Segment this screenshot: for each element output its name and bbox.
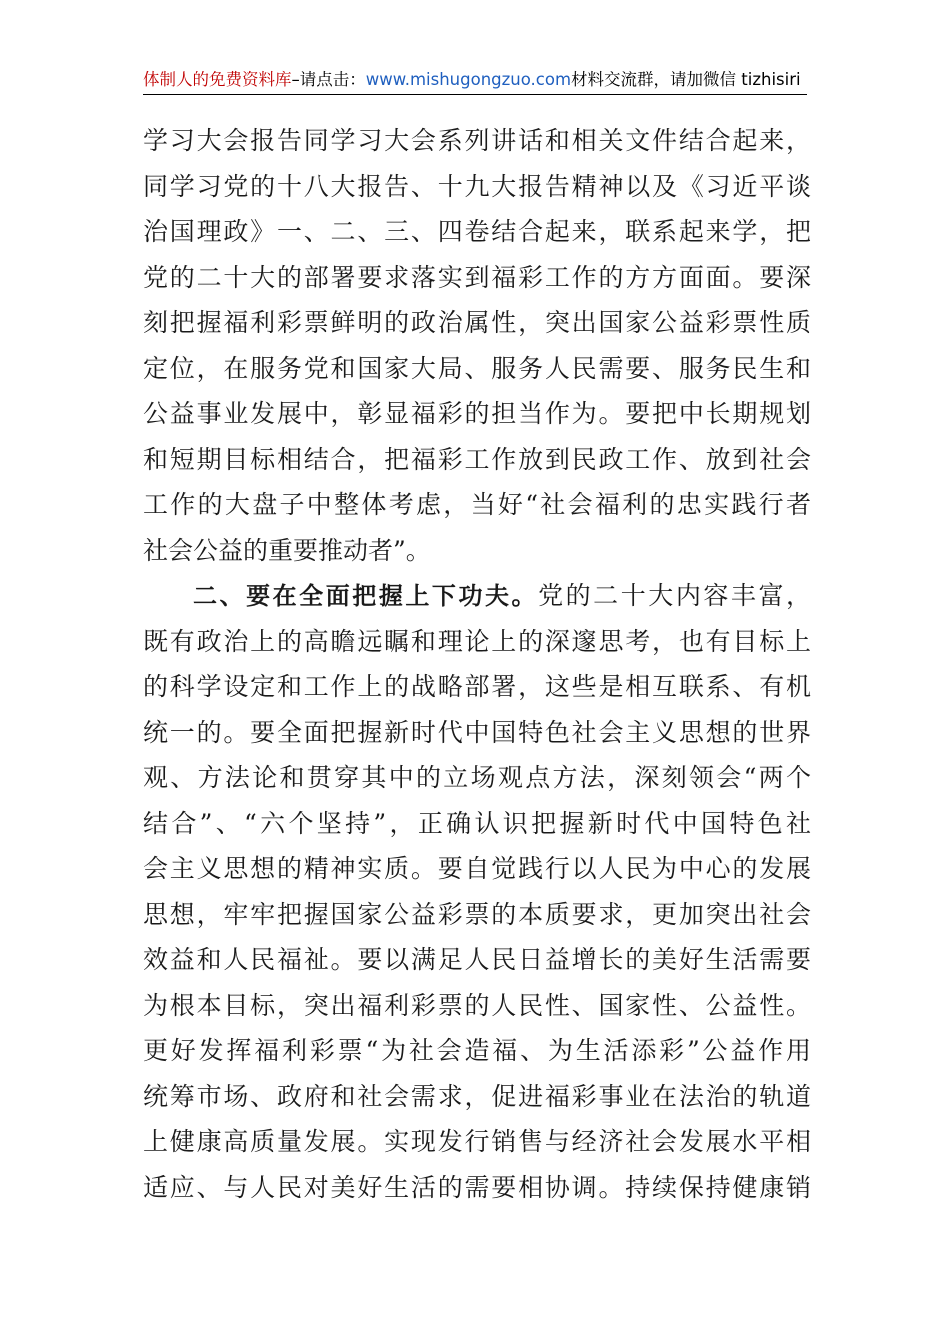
header-suffix: 材料交流群，请加微信 tizhisiri: [571, 70, 801, 89]
header-url-link[interactable]: www.mishugongzuo.com: [365, 70, 572, 89]
header-divider: [143, 94, 807, 95]
text-line: 党的二十大的部署要求落实到福彩工作的方方面面。要深: [143, 262, 811, 292]
text-line: 更好发挥福利彩票“为社会造福、为生活添彩”公益作用: [143, 1036, 811, 1065]
text-line: 统筹市场、政府和社会需求，促进福彩事业在法治的轨道: [143, 1081, 811, 1111]
text-line: 学习大会报告同学习大会系列讲话和相关文件结合起来，: [143, 126, 811, 155]
header-brand: 体制人的免费资料库: [143, 70, 292, 89]
text-line: 结合”、“六个坚持”，正确认识把握新时代中国特色社: [143, 808, 811, 838]
text-line: 公益事业发展中，彰显福彩的担当作为。要把中长期规划: [143, 399, 811, 428]
text-line: 思想，牢牢把握国家公益彩票的本质要求，更加突出社会: [143, 899, 811, 929]
paragraph-2: [143, 573, 811, 1210]
text-run: 党的二十大内容丰富，: [538, 581, 811, 610]
paragraph-1: [143, 118, 811, 573]
text-line: 的科学设定和工作上的战略部署，这些是相互联系、有机: [143, 672, 811, 701]
text-line: 社会公益的重要推动者”。: [143, 535, 431, 565]
text-line: 同学习党的十八大报告、十九大报告精神以及《习近平谈: [143, 171, 811, 201]
section-heading: 二、要在全面把握上下功夫。: [193, 582, 539, 610]
text-line: 既有政治上的高瞻远瞩和理论上的深邃思考，也有目标上: [143, 626, 811, 656]
paragraph-2-first-line: [143, 573, 811, 619]
document-body: [143, 118, 811, 1210]
text-line: 定位，在服务党和国家大局、服务人民需要、服务民生和: [143, 353, 811, 383]
text-line: 和短期目标相结合，把福彩工作放到民政工作、放到社会: [143, 444, 811, 474]
text-line: 刻把握福利彩票鲜明的政治属性，突出国家公益彩票性质: [143, 308, 811, 337]
text-line: 统一的。要全面把握新时代中国特色社会主义思想的世界: [143, 717, 811, 747]
page-header: [143, 66, 807, 94]
text-line: 治国理政》一、二、三、四卷结合起来，联系起来学，把: [143, 217, 811, 246]
text-line: 效益和人民福祉。要以满足人民日益增长的美好生活需要: [143, 945, 811, 974]
text-line: 观、方法论和贯穿其中的立场观点方法，深刻领会“两个: [143, 763, 811, 792]
text-line: 为根本目标，突出福利彩票的人民性、国家性、公益性。: [143, 990, 811, 1020]
text-line: 上健康高质量发展。实现发行销售与经济社会发展水平相: [143, 1127, 811, 1156]
text-line: 会主义思想的精神实质。要自觉践行以人民为中心的发展: [143, 854, 811, 883]
text-line: 工作的大盘子中整体考虑，当好“社会福利的忠实践行者: [143, 490, 811, 519]
text-line: 适应、与人民对美好生活的需要相协调。持续保持健康销: [143, 1172, 811, 1202]
header-prefix: –请点击：: [291, 70, 366, 89]
